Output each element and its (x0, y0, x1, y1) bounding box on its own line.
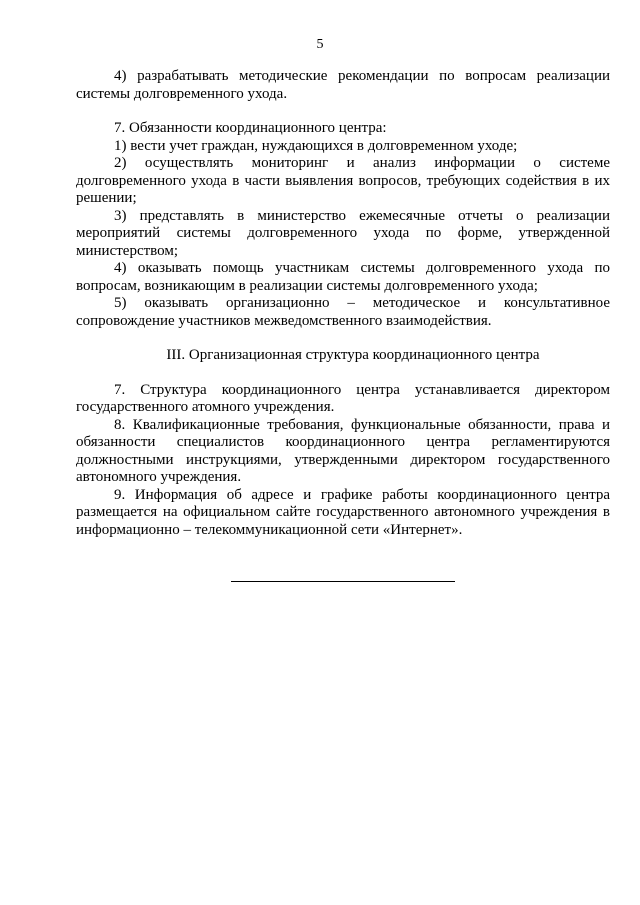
duty-item-1: 1) вести учет граждан, нуждающихся в долговременном уходе; (114, 137, 518, 154)
spacer (76, 365, 610, 382)
document-body (76, 68, 610, 539)
page-number: 5 (316, 37, 324, 52)
structure-paragraph-9: 9. Информация об адресе и графике работы координационного центра размещается на официальном сайте государственного автономного учреждения в информационно – телекоммуникационной сети «Интернет». (76, 486, 610, 538)
intro-item-4: 4) разрабатывать методические рекомендации по вопросам реализации системы долговременного ухода. (76, 68, 610, 102)
duties-title: 7. Обязанности координационного центра: (114, 120, 387, 136)
spacer (76, 103, 610, 120)
closing-divider (231, 581, 455, 582)
duty-item-5: 5) оказывать организационно – методическое и консультативное сопровождение участников межведомственного взаимодействия. (76, 295, 610, 329)
structure-paragraph-7: 7. Структура координационного центра устанавливается директором государственного атомного учреждения. (76, 381, 610, 415)
duty-item-3: 3) представлять в министерство ежемесячные отчеты о реализации мероприятий системы долговременного ухода по форме, утвержденной министерством; (76, 207, 610, 259)
duty-item-2: 2) осуществлять мониторинг и анализ информации о системе долговременного ухода в части выявления вопросов, требующих содействия в их решении; (76, 155, 610, 206)
spacer (76, 330, 610, 347)
duty-item-4: 4) оказывать помощь участникам системы долговременного ухода по вопросам, возникающим в реализации системы долговременного ухода; (76, 260, 610, 294)
section-heading: III. Организационная структура координационного центра (166, 347, 540, 363)
structure-paragraph-8: 8. Квалификационные требования, функциональные обязанности, права и обязанности специалистов координационного центра регламентируются должностными инструкциями, утвержденными директором государственного автономного учреждения. (76, 416, 610, 485)
